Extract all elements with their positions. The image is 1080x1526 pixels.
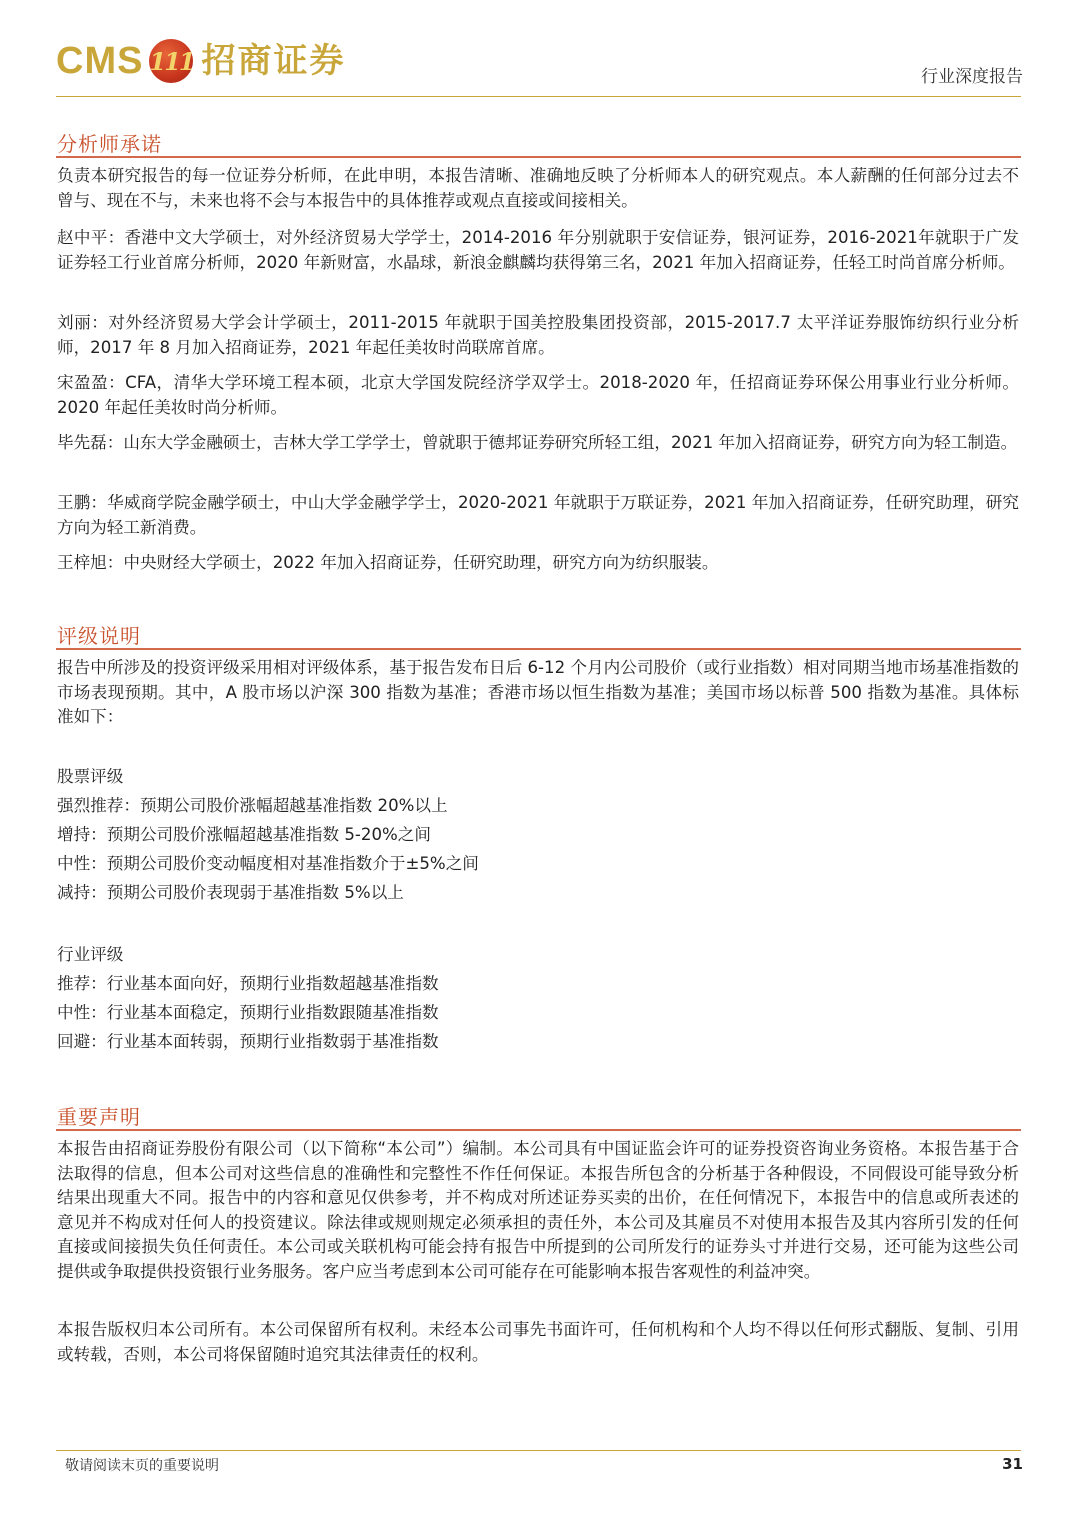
- header-divider: [56, 96, 1021, 97]
- logo-cms-text: CMS: [56, 40, 144, 82]
- industry-rating-heading: 行业评级: [57, 945, 124, 964]
- analyst-bio: 王梓旭：中央财经大学硕士，2022 年加入招商证券，任研究助理，研究方向为纺织服装。: [57, 553, 719, 572]
- footer-note: 敬请阅读末页的重要说明: [65, 1458, 219, 1474]
- rating-intro: 报告中所涉及的投资评级采用相对评级体系，基于报告发布日后 6-12 个月内公司股价（或行业指数）相对同期当地市场基准指数的市场表现预期。其中，A 股市场以沪深 300 指数为基准；香港市场以恒生指数为基准；美国市场以标普 500 指数为基准。具体标准如下：: [57, 658, 1019, 726]
- analyst-bio: 刘丽：对外经济贸易大学会计学硕士，2011-2015 年就职于国美控股集团投资部，2015-2017.7 太平洋证券服饰纺织行业分析师，2017 年 8 月加入招商证券，2021 年起任美妆时尚联席首席。: [57, 313, 1019, 357]
- analyst-bio: 赵中平：香港中文大学硕士，对外经济贸易大学学士，2014-2016 年分别就职于安信证券，银河证券，2016-2021年就职于广发证券轻工行业首席分析师，2020 年新财富，水晶球，新浪金麒麟均获得第三名，2021 年加入招商证券，任轻工时尚首席分析师。: [57, 228, 1019, 272]
- disclaimer-section-divider: [56, 1129, 1021, 1131]
- analyst-section-title: 分析师承诺: [57, 132, 162, 156]
- page-header: [0, 0, 1080, 100]
- copyright-paragraph: 本报告版权归本公司所有。本公司保留所有权利。未经本公司事先书面许可，任何机构和个人均不得以任何形式翻版、复制、引用或转载，否则，本公司将保留随时追究其法律责任的权利。: [57, 1320, 1019, 1364]
- report-type-label: 行业深度报告: [921, 67, 1023, 87]
- stock-rating-item: 中性：预期公司股价变动幅度相对基准指数介于±5%之间: [57, 854, 479, 873]
- rating-section-title: 评级说明: [57, 624, 141, 648]
- analyst-bio: 王鹏：华威商学院金融学硕士，中山大学金融学学士，2020-2021 年就职于万联证券，2021 年加入招商证券，任研究助理，研究方向为轻工新消费。: [57, 493, 1019, 537]
- rating-section-divider: [56, 648, 1021, 650]
- disclaimer-paragraph: 本报告由招商证券股份有限公司（以下简称“本公司”）编制。本公司具有中国证监会许可的证券投资咨询业务资格。本报告基于合法取得的信息，但本公司对这些信息的准确性和完整性不作任何保证。本报告所包含的分析基于各种假设，不同假设可能导致分析结果出现重大不同。报告中的内容和意见仅供参考，并不构成对所述证券买卖的出价，在任何情况下，本报告中的信息或所表述的意见并不构成对任何人的投资建议。除法律或规则规定必须承担的责任外，本公司及其雇员不对使用本报告及其内容所引发的任何直接或间接损失负任何责任。本公司或关联机构可能会持有报告中所提到的公司所发行的证券头寸并进行交易，还可能为这些公司提供或争取提供投资银行业务服务。客户应当考虑到本公司可能存在可能影响本报告客观性的利益冲突。: [57, 1139, 1019, 1281]
- analyst-bio: 宋盈盈：CFA，清华大学环境工程本硕，北京大学国发院经济学双学士。2018-2020 年，任招商证券环保公用事业行业分析师。2020 年起任美妆时尚分析师。: [57, 373, 1019, 417]
- industry-rating-item: 推荐：行业基本面向好，预期行业指数超越基准指数: [57, 974, 439, 993]
- analyst-statement: 负责本研究报告的每一位证券分析师，在此申明，本报告清晰、准确地反映了分析师本人的研究观点。本人薪酬的任何部分过去不曾与、现在不与，未来也将不会与本报告中的具体推荐或观点直接或间接相关。: [57, 166, 1019, 210]
- stock-rating-heading: 股票评级: [57, 767, 124, 786]
- footer-divider: [56, 1450, 1021, 1451]
- stock-rating-item: 强烈推荐：预期公司股价涨幅超越基准指数 20%以上: [57, 796, 448, 815]
- page-number: 31: [1002, 1455, 1023, 1473]
- industry-rating-item: 回避：行业基本面转弱，预期行业指数弱于基准指数: [57, 1032, 439, 1051]
- logo-emblem-icon: 111: [149, 39, 193, 83]
- analyst-bio: 毕先磊：山东大学金融硕士，吉林大学工学学士，曾就职于德邦证券研究所轻工组，2021 年加入招商证券，研究方向为轻工制造。: [57, 433, 1018, 452]
- stock-rating-item: 增持：预期公司股价涨幅超越基准指数 5-20%之间: [57, 825, 431, 844]
- industry-rating-item: 中性：行业基本面稳定，预期行业指数跟随基准指数: [57, 1003, 439, 1022]
- disclaimer-section-title: 重要声明: [57, 1105, 141, 1129]
- stock-rating-item: 减持：预期公司股价表现弱于基准指数 5%以上: [57, 883, 404, 902]
- analyst-section-divider: [56, 156, 1021, 158]
- logo-chinese-name: 招商证券: [201, 41, 346, 81]
- company-logo: [56, 36, 345, 86]
